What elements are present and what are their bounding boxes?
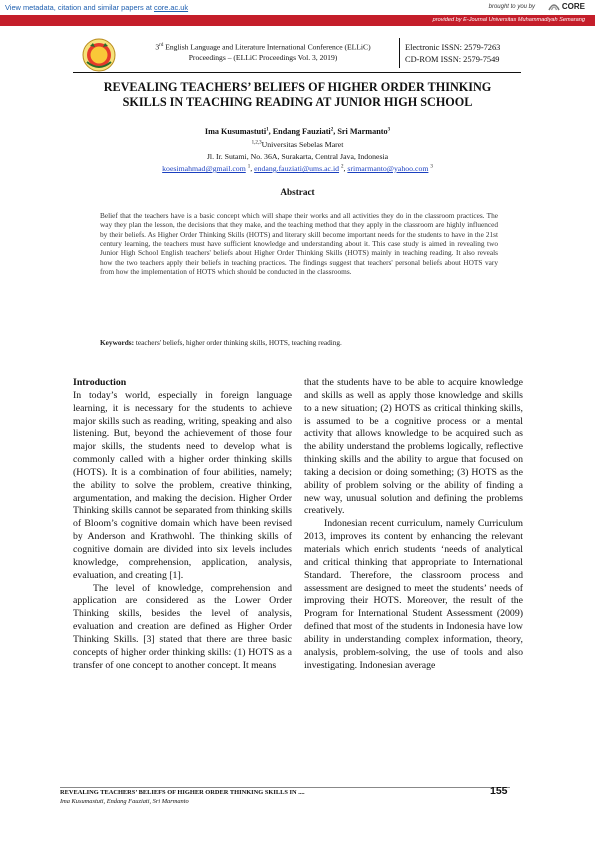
header-divider-horizontal — [73, 72, 521, 73]
paper-title — [60, 80, 535, 110]
core-logo[interactable] — [548, 2, 585, 11]
email-1-sup: 1 — [247, 164, 251, 170]
footer-authors: Ima Kusumastuti, Endang Fauziati, Sri Marmanto — [60, 798, 189, 805]
conference-name: English Language and Literature International Conference (ELLiC) — [163, 42, 371, 52]
core-link-prefix: View metadata, citation and similar papers at — [5, 3, 154, 12]
core-logo-icon — [548, 2, 560, 11]
abstract-body: Belief that the teachers have is a basic concept which will shape their works and all activities they do in the classroom practices. The way they plan the lesson, the decisions that they make, and the teaching method that they apply in the classroom are highly influenced by their beliefs. As Higher Order Thinking Skills (HOTS) and literary skill become important needs for the students to have in the 21st century learning, the teachers must have sufficient knowledge and understanding about it. This case study is aimed in revealing two Junior High School English teachers' beliefs about Higher Order Thinking Skills (HOTS) mainly in teaching reading. It also reveals how the two teachers apply their beliefs in teaching practices. The findings suggest that teachers' personal beliefs about HOTS vary from how the implementation of HOTS which should be conducted in the classrooms. — [100, 211, 498, 277]
email-link-3[interactable]: srimarmanto@yahoo.com — [347, 164, 429, 173]
brought-to-you-label: brought to you by — [488, 4, 535, 10]
issn-electronic: Electronic ISSN: 2579-7263 — [405, 43, 501, 52]
author-2: , Endang Fauziati — [268, 127, 331, 136]
author-3-sup: 3 — [387, 127, 391, 133]
footer-divider — [60, 787, 510, 788]
issn-block — [405, 42, 500, 65]
body-paragraph-4: Indonesian recent curriculum, namely Curriculum 2013, improves its content by enhancing the relevant materials which enrich students ‘needs of analytical and critical thinking that appropriate to International Standard. Therefore, the classroom process and assessment are designed to meet the students’ needs of improving their HOTS. Moreover, the result of the Program for International Student Assessment (2009) defined that most of the students in Indonesia have low ability in understanding complex information, theory, analysis, problem-solving, the use of tools and also investigating. Indonesian average — [304, 518, 523, 671]
keywords — [100, 338, 498, 347]
author-2-sup: 2 — [330, 127, 334, 133]
author-3: , Sri Marmanto — [333, 127, 388, 136]
introduction-heading: Introduction — [73, 377, 127, 388]
conference-line-2: Proceedings – (ELLiC Proceedings Vol. 3, 2019) — [188, 53, 338, 63]
affiliation-sup: 1,2,3 — [251, 140, 262, 146]
affiliation-university — [60, 140, 535, 149]
conference-info — [128, 41, 398, 64]
body-column-left — [73, 377, 292, 672]
footer-running-title: REVEALING TEACHERS’ BELIEFS OF HIGHER ORDER THINKING SKILLS IN .... — [60, 789, 305, 796]
core-brand-text: CORE — [561, 2, 585, 11]
email-link-2[interactable]: endang.fauziati@ums.ac.id — [254, 164, 340, 173]
body-paragraph-2: The level of knowledge, comprehension and application are considered as the Lower Order Thinking skills, besides the level of analysis, evaluation and creation are defined as Higher Order Thinking Skills. [3] stated that there are three basic concepts of higher order thinking skills: (1) HOTS as a transfer of one concept to another concept. It means — [73, 582, 292, 671]
author-1-sup: 1 — [266, 127, 269, 133]
conference-edition-suffix: rd — [159, 43, 164, 48]
core-banner — [0, 0, 595, 15]
provided-by-label: provided by E-Journal Universitas Muhammadiyah Semarang — [432, 17, 585, 23]
university-name: Universitas Sebelas Maret — [261, 140, 344, 149]
body-paragraph-1: In today’s world, especially in foreign language learning, it is necessary for the students to achieve major skills such as reading, writing, speaking and also listening. But, beyond the achievement of those four major skills, the students need to develop what is commonly called with a higher order thinking skills (HOTS). It is a combination of four abilities, namely; the ability to solve the problem, creative thinking, argumentation, and making the decision. Higher Order Thinking skills cannot be separated from thinking skills of Bloom’s cognitive domain which have been revised by Anderson and Krathwohl. The thinking skills of cognitive domain are divided into six levels includes knowledge, comprehension, application, analysis, evaluation, and creating [1]. — [73, 389, 292, 581]
issn-cdrom: CD-ROM ISSN: 2579-7549 — [405, 54, 500, 64]
author-list — [60, 127, 535, 136]
page-number: 155 — [490, 785, 508, 797]
email-3-sup: 3 — [430, 164, 433, 170]
core-link-text[interactable]: core.ac.uk — [154, 3, 189, 12]
affiliation-address: Jl. Ir. Sutami, No. 36A, Surakarta, Central Java, Indonesia — [206, 152, 389, 161]
title-line-1: REVEALING TEACHERS’ BELIEFS OF HIGHER ORDER THINKING — [103, 80, 492, 94]
body-column-right — [304, 377, 523, 672]
email-2-sup: 2 — [340, 164, 344, 170]
header-divider-vertical — [399, 38, 400, 68]
abstract-heading: Abstract — [280, 187, 315, 197]
conference-edition: 3 — [155, 42, 160, 52]
author-1: Ima Kusumastuti — [204, 127, 267, 136]
keywords-label: Keywords: — [100, 338, 135, 347]
author-emails: koesimahmad@gmail.com $^1$, endang.fauziati@ums.ac.id $^2$, srimarmanto@yahoo.com $^3$ — [162, 164, 433, 173]
body-paragraph-3: that the students have to be able to acquire knowledge and skills as well as apply those knowledge and skills to a new situation; (2) HOTS as critical thinking skills, is assumed to be a cognitive process or a mental activity that allows knowledge to be acquired such as the ability understand the problems logically, reflective thinking skills and the ability to argue that focused on taking a decision or doing something; (3) HOTS as the ability of problem solving or the ability of finding a new way, unusual solution and defining the problems creatively. — [304, 377, 523, 517]
email-link-1[interactable]: koesimahmad@gmail.com — [162, 164, 246, 173]
title-line-2: SKILLS IN TEACHING READING AT JUNIOR HIGH SCHOOL — [122, 95, 473, 109]
ellic-logo-icon — [82, 38, 116, 72]
keywords-list: teachers' beliefs, higher order thinking skills, HOTS, teaching reading. — [134, 338, 342, 347]
conference-line-1 — [128, 41, 398, 53]
core-metadata-link[interactable] — [5, 3, 188, 12]
